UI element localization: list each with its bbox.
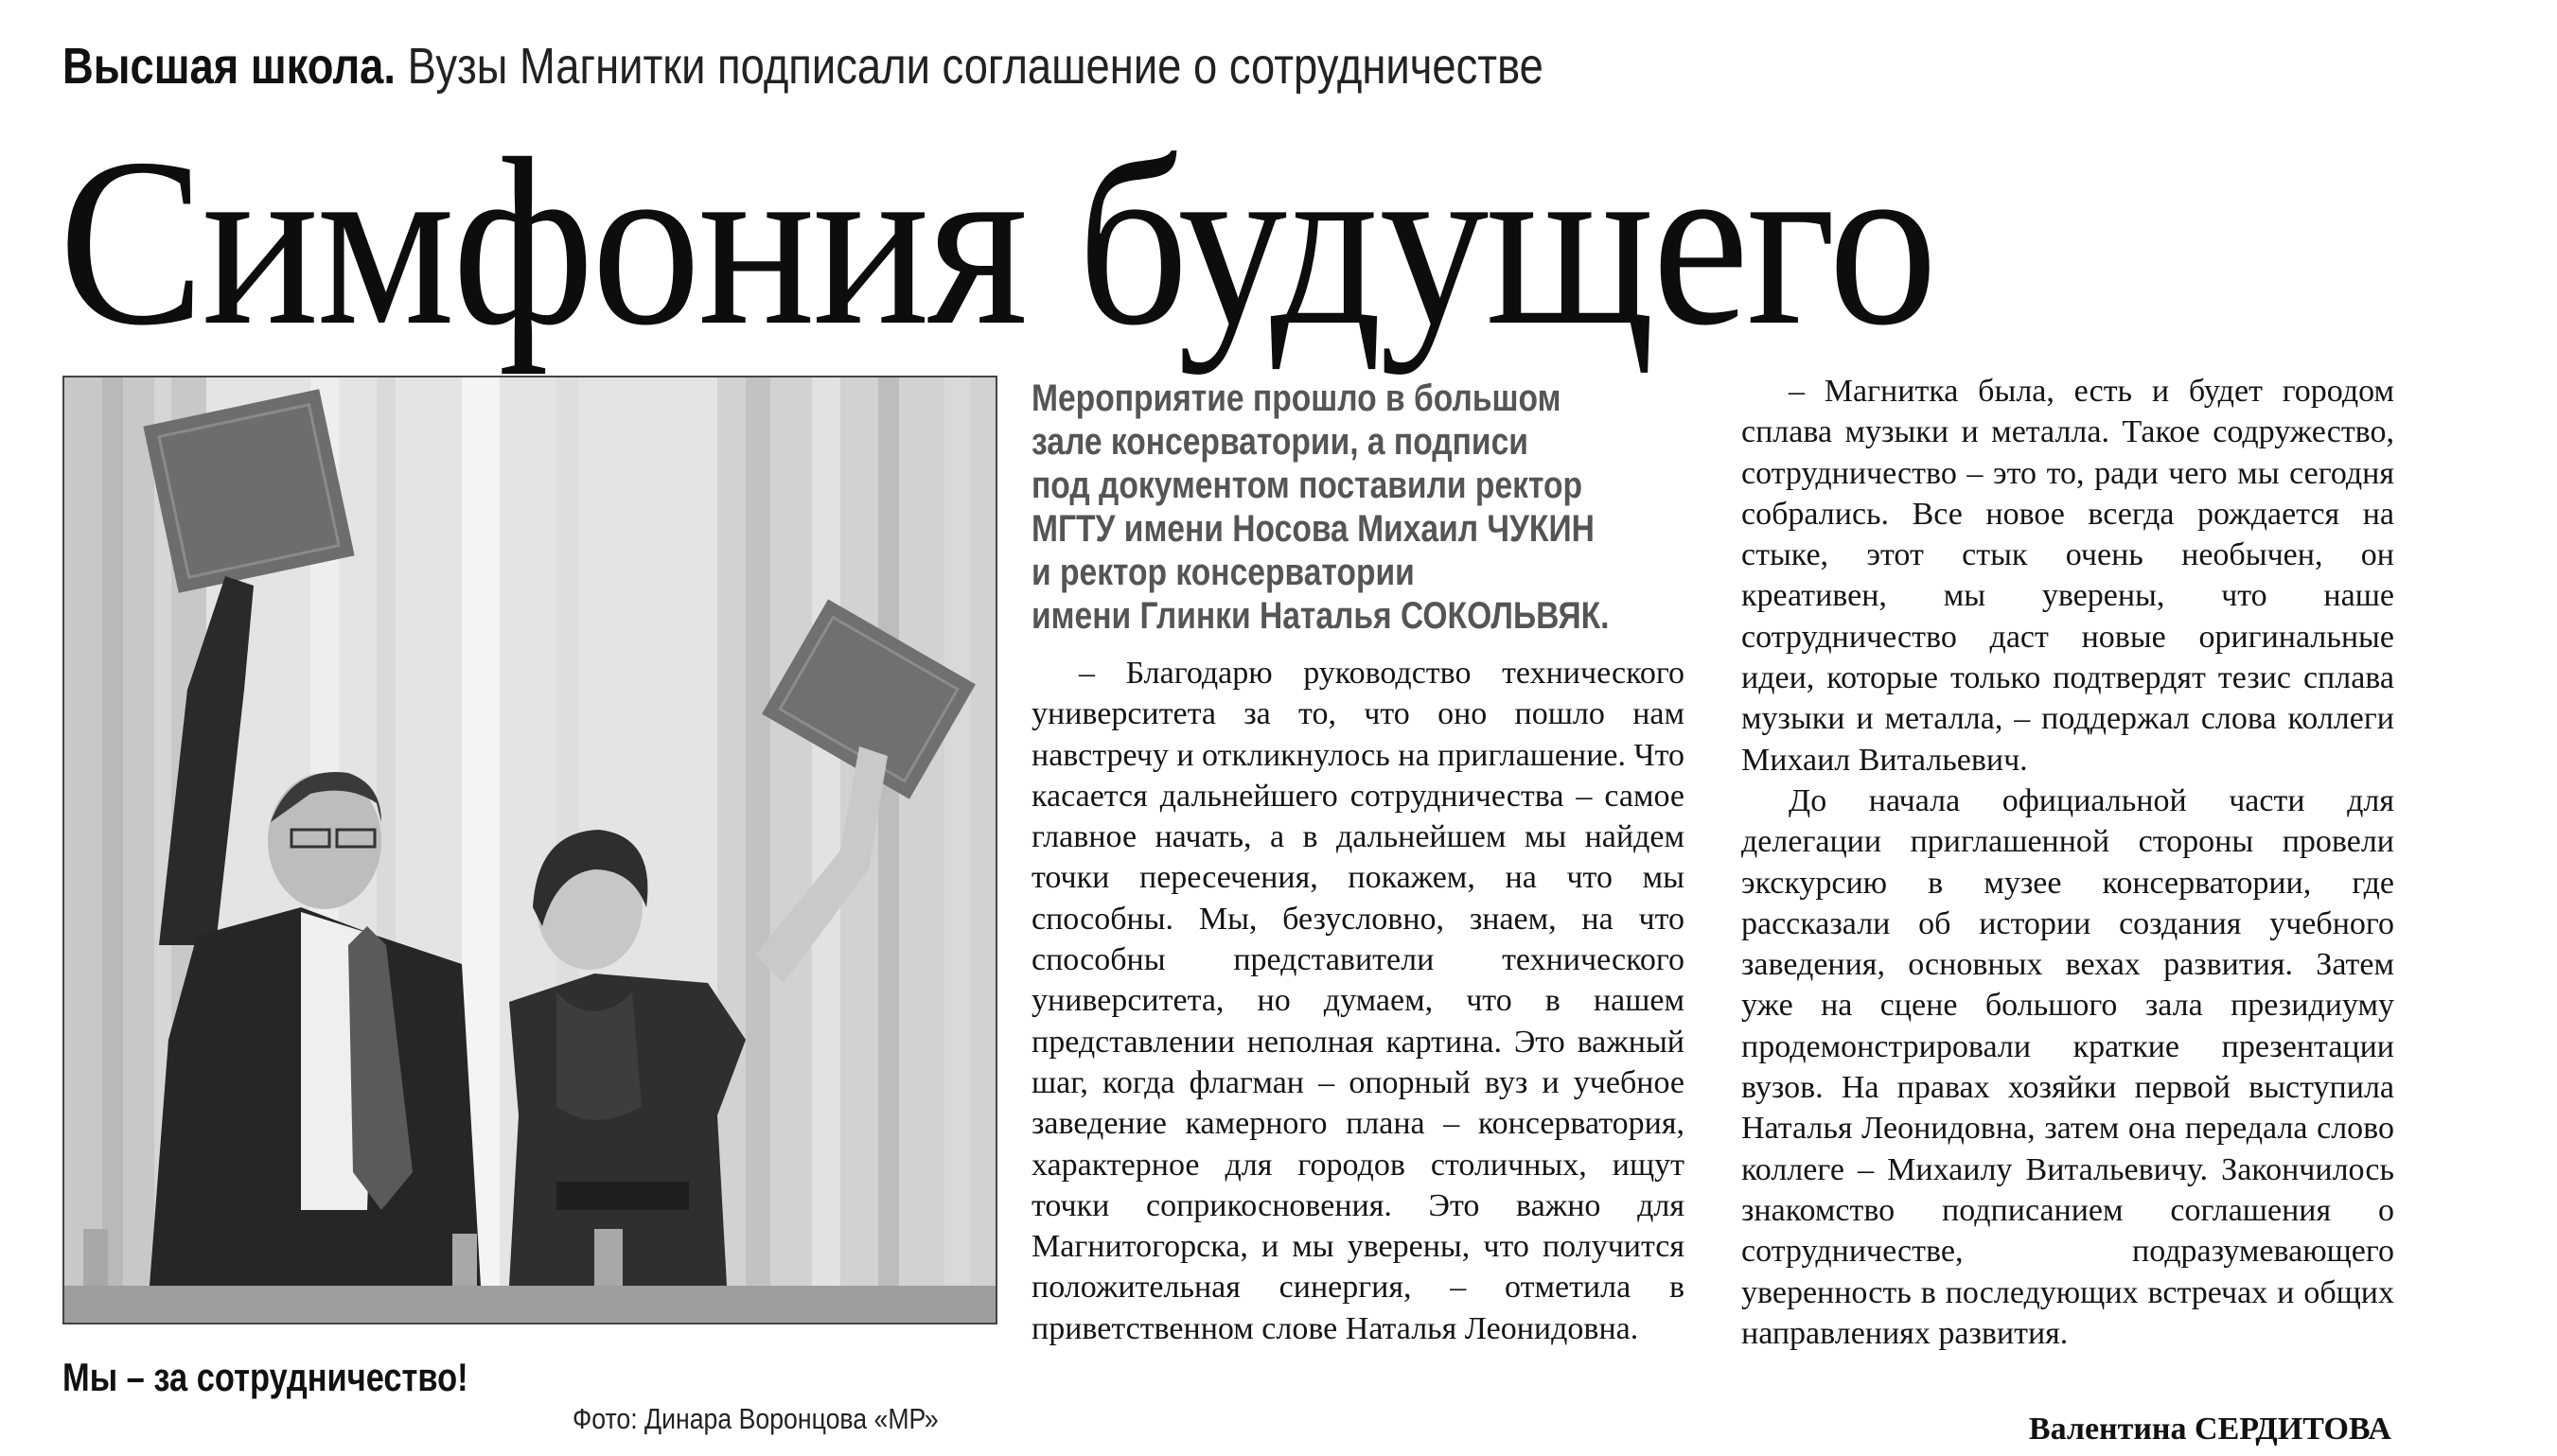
body-paragraph: – Благодарю руководство технического университета за то, что оно пошло нам навстречу и откликнулось на приглашение. Что касается дальнейшего сотрудничества – самое главное начать, а в дальнейшем мы найдем точки пересечения, покажем, на что мы способны. Мы, безусловно, знаем, на что способны представители технического университета, но думаем, что в нашем представлении неполная картина. Это важный шаг, когда флагман – опорный вуз и учебное заведение камерного плана – консерватория, характерное для городов столичных, ищут точки соприкосновения. Это важно для Магнитогорска, и мы уверены, что получится положительная синергия, – отметила в приветственном слове Наталья Леонидовна. (1032, 656, 1684, 1346)
lead-line: МГТУ имени Носова Михаил ЧУКИН (1032, 508, 1595, 550)
body-paragraph: – Магнитка была, есть и будет городом сплава музыки и металла. Такое содружество, сотрудничество – это то, ради чего мы сегодня собрались. Все новое всегда рождается на стыке, этот стык очень необычен, он креативен, мы уверены, что наше сотрудничество даст новые оригинальные идеи, которые только подтвердят тезис сплава музыки и металла, – поддержал слова коллеги Михаил Витальевич. (1741, 374, 2394, 778)
rubric-label: Высшая школа. (62, 38, 396, 95)
photo-credit: Фото: Динара Воронцова «МР» (573, 1402, 939, 1435)
author-byline: Валентина СЕРДИТОВА (2028, 1412, 2391, 1447)
body-column-1 (1032, 653, 1684, 1349)
photo-caption: Мы – за сотрудничество! (62, 1355, 468, 1399)
article-lead (1032, 377, 1651, 638)
lead-line: имени Глинки Наталья СОКОЛЬВЯК. (1032, 595, 1610, 637)
lead-line: Мероприятие прошло в большом (1032, 377, 1561, 419)
article-headline: Симфония будущего (59, 109, 1935, 375)
lead-line: под документом поставили ректор (1032, 465, 1583, 506)
article-kicker (62, 28, 1543, 104)
lead-line: и ректор консерватории (1032, 552, 1415, 593)
body-column-2 (1741, 371, 2394, 1354)
lead-line: зале консерватории, а подписи (1032, 421, 1528, 463)
article-subtitle: Вузы Магнитки подписали соглашение о сотрудничестве (407, 38, 1543, 95)
article-photo (62, 376, 997, 1324)
body-paragraph: До начала официальной части для делегации приглашенной стороны провели экскурсию в музее консерватории, где рассказали об истории создания учебного заведения, основных вехах развития. Затем уже на сцене большого зала президиуму продемонстрировали краткие презентации вузов. На правах хозяйки первой выступила Наталья Леонидовна, затем она передала слово коллеге – Михаилу Витальевичу. Закончилось знакомство подписанием соглашения о сотрудничестве, подразумевающего уверенность в последующих встречах и общих направлениях развития. (1741, 782, 2394, 1351)
